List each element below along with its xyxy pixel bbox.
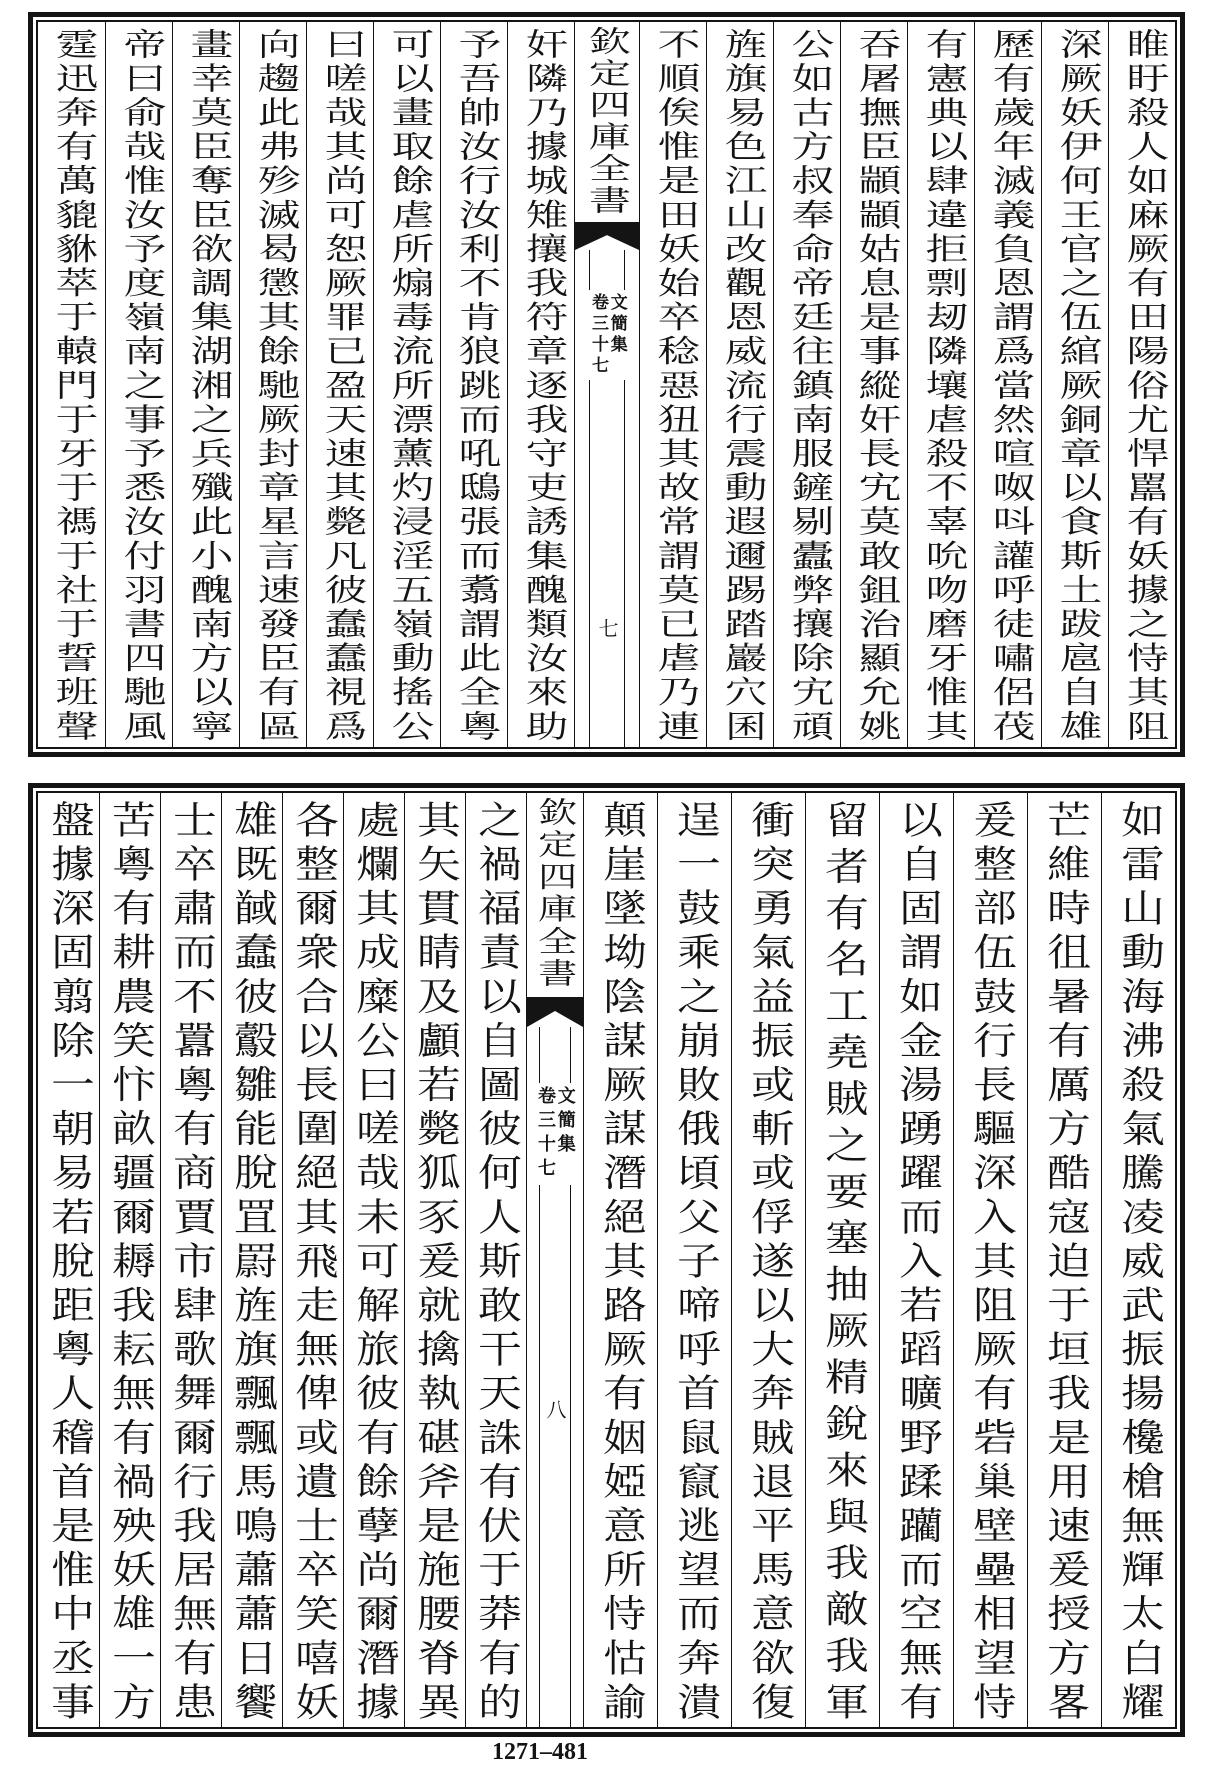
column-text: 留者有名工堯賊之要塞抽厥精銳來與我敵我軍 xyxy=(817,800,868,1720)
column-text: 可以畫取餘虐所煽毒流所漂薰灼浸淫五嶺動搖公 xyxy=(382,28,433,741)
column-text: 各整爾衆合以長圍絕其飛走無俾或遺士卒笑嘻妖 xyxy=(287,800,339,1720)
column-text: 以自固謂如金湯踴躍而入若蹈曠野蹂躪而空無有 xyxy=(891,800,942,1720)
column-text: 歷有歲年滅義負恩謂爲當然喧呶呌讙呼徒嘯侶茷 xyxy=(983,28,1034,741)
column-text: 畫幸莫臣奪臣欲調集湖湘之兵殲此小醜南方以寧 xyxy=(181,28,232,741)
text-column xyxy=(1027,793,1101,1727)
text-column xyxy=(879,793,953,1727)
column-text: 予吾帥汝行汝利不肯狼跳而吼鴟張而翥謂此全粵 xyxy=(449,28,500,741)
series-title: 欽定四庫全書 xyxy=(583,26,633,214)
column-text: 苦粵有耕農笑忭畝疆爾耨我耘無有禍殃妖雄一方 xyxy=(104,800,156,1720)
text-column xyxy=(953,793,1027,1727)
text-column xyxy=(221,793,282,1727)
fold-meta xyxy=(587,290,626,380)
text-column xyxy=(38,22,105,747)
text-column xyxy=(840,22,907,747)
column-text: 芒維時徂暑有厲方酷寇迫于垣我是用速爰授方畧 xyxy=(1039,800,1090,1720)
column-text: 吞屠撫臣顓顓姑息是事縱奸長宄莫敢鉏治顯允姚 xyxy=(849,28,900,741)
text-column xyxy=(657,793,731,1727)
column-text: 處爛其成糜公曰嗟哉未可解旅彼有餘孽尚爾潛據 xyxy=(348,800,400,1720)
text-column xyxy=(99,793,160,1727)
folio-number: 八 xyxy=(543,1395,567,1423)
volume-label: 卷三十七 xyxy=(535,1086,556,1182)
fishtail-mark xyxy=(575,222,639,250)
lower-page-columns xyxy=(36,791,1177,1729)
text-column xyxy=(706,22,773,747)
text-column xyxy=(239,22,306,747)
column-text: 深厥妖伊何王官之伍綰厥銅章以食斯土跋扈自雄 xyxy=(1050,28,1101,741)
fishtail-shape xyxy=(527,997,583,1027)
text-column xyxy=(440,22,507,747)
text-column xyxy=(1101,793,1175,1727)
text-column xyxy=(805,793,879,1727)
fishtail-mark xyxy=(527,997,583,1027)
book-title: 文簡集 xyxy=(554,1086,576,1158)
fold-column xyxy=(526,793,583,1727)
column-text: 霆迅奔有萬貔貅萃于轅門于牙于禡于社于誓班聲 xyxy=(47,28,98,741)
fold-column xyxy=(574,22,639,747)
fishtail-shape xyxy=(575,222,639,250)
text-column xyxy=(974,22,1041,747)
text-column xyxy=(343,793,404,1727)
text-column xyxy=(172,22,239,747)
text-column xyxy=(907,22,974,747)
book-title: 文簡集 xyxy=(606,293,627,356)
column-text: 爰整部伍鼓行長驅深入其阻厥有砦巢壁壘相望恃 xyxy=(965,800,1016,1720)
column-text: 之禍福責以自圖彼何人斯敢干天誅有伏于莽有的 xyxy=(470,800,522,1720)
text-column xyxy=(1108,22,1175,747)
column-text: 帝曰俞哉惟汝予度嶺南之事予悉汝付羽書四馳風 xyxy=(114,28,165,741)
column-text: 旌旗易色江山改觀恩威流行震動遐邇踢踏巖穴囷 xyxy=(715,28,766,741)
text-column xyxy=(38,793,99,1727)
column-text: 睢盱殺人如麻厥有田陽俗尤悍嚚有妖據之恃其阻 xyxy=(1117,28,1168,741)
page-code: 1271–481 xyxy=(492,1739,588,1765)
text-column xyxy=(105,22,172,747)
column-text: 奸隣乃據城雉攘我符章逐我守吏誘集醜類汝來助 xyxy=(516,28,567,741)
text-column xyxy=(160,793,221,1727)
column-text: 有憲典以肆違拒剽刼隣壤虐殺不辜吮吻磨牙惟其 xyxy=(916,28,967,741)
column-text: 公如古方叔奉命帝廷往鎮南服鏟剔蠹弊攘除宄頑 xyxy=(782,28,833,741)
column-text: 不順俟惟是田妖始卒稔惡狃其故常謂莫已虐乃連 xyxy=(648,28,699,741)
text-column xyxy=(465,793,526,1727)
text-column xyxy=(1041,22,1108,747)
column-text: 如雷山動海沸殺氣騰凌威武振揚欃槍無輝太白耀 xyxy=(1113,800,1164,1720)
series-title: 欽定四庫全書 xyxy=(532,797,579,987)
column-text: 雄既馘蠢彼鷇雛能脫罝罻旌旗飄飄馬鳴蕭蕭日饗 xyxy=(226,800,278,1720)
column-text: 其矢貫睛及顱若斃狐豕爰就擒執碪斧是施腰脊異 xyxy=(409,800,461,1720)
text-column xyxy=(507,22,574,747)
text-column xyxy=(773,22,840,747)
text-column xyxy=(282,793,343,1727)
column-text: 逞一鼓乘之崩敗俄頃父子啼呼首鼠竄逃望而奔潰 xyxy=(669,800,720,1720)
column-text: 顛崖墜坳陰謀厥謀潛絕其路厥有姻婭意所恃怙諭 xyxy=(595,800,646,1720)
volume-label: 卷三十七 xyxy=(588,293,608,377)
upper-page-frame xyxy=(28,12,1185,757)
column-text: 曰嗟哉其尚可恕厥罪已盈天速其斃凡彼蠢蠢視爲 xyxy=(315,28,366,741)
upper-page-columns xyxy=(36,20,1177,749)
column-text: 衝突勇氣益振或斬或俘遂以大奔賊退平馬意欲復 xyxy=(743,800,794,1720)
text-column xyxy=(639,22,706,747)
folio-number: 七 xyxy=(595,614,619,642)
column-text: 士卒肅而不囂粵有商賈市肆歌舞爾行我居無有患 xyxy=(165,800,217,1720)
text-column xyxy=(404,793,465,1727)
column-text: 向趨此弗殄滅曷懲其餘馳厥封章星言速發臣有區 xyxy=(248,28,299,741)
text-column xyxy=(583,793,657,1727)
fold-meta xyxy=(534,1083,576,1185)
column-text: 盤據深固翦除一朝易若脫距粵人稽首是惟中丞事 xyxy=(43,800,94,1720)
text-column xyxy=(731,793,805,1727)
text-column xyxy=(306,22,373,747)
text-column xyxy=(373,22,440,747)
lower-page-frame xyxy=(28,783,1185,1737)
